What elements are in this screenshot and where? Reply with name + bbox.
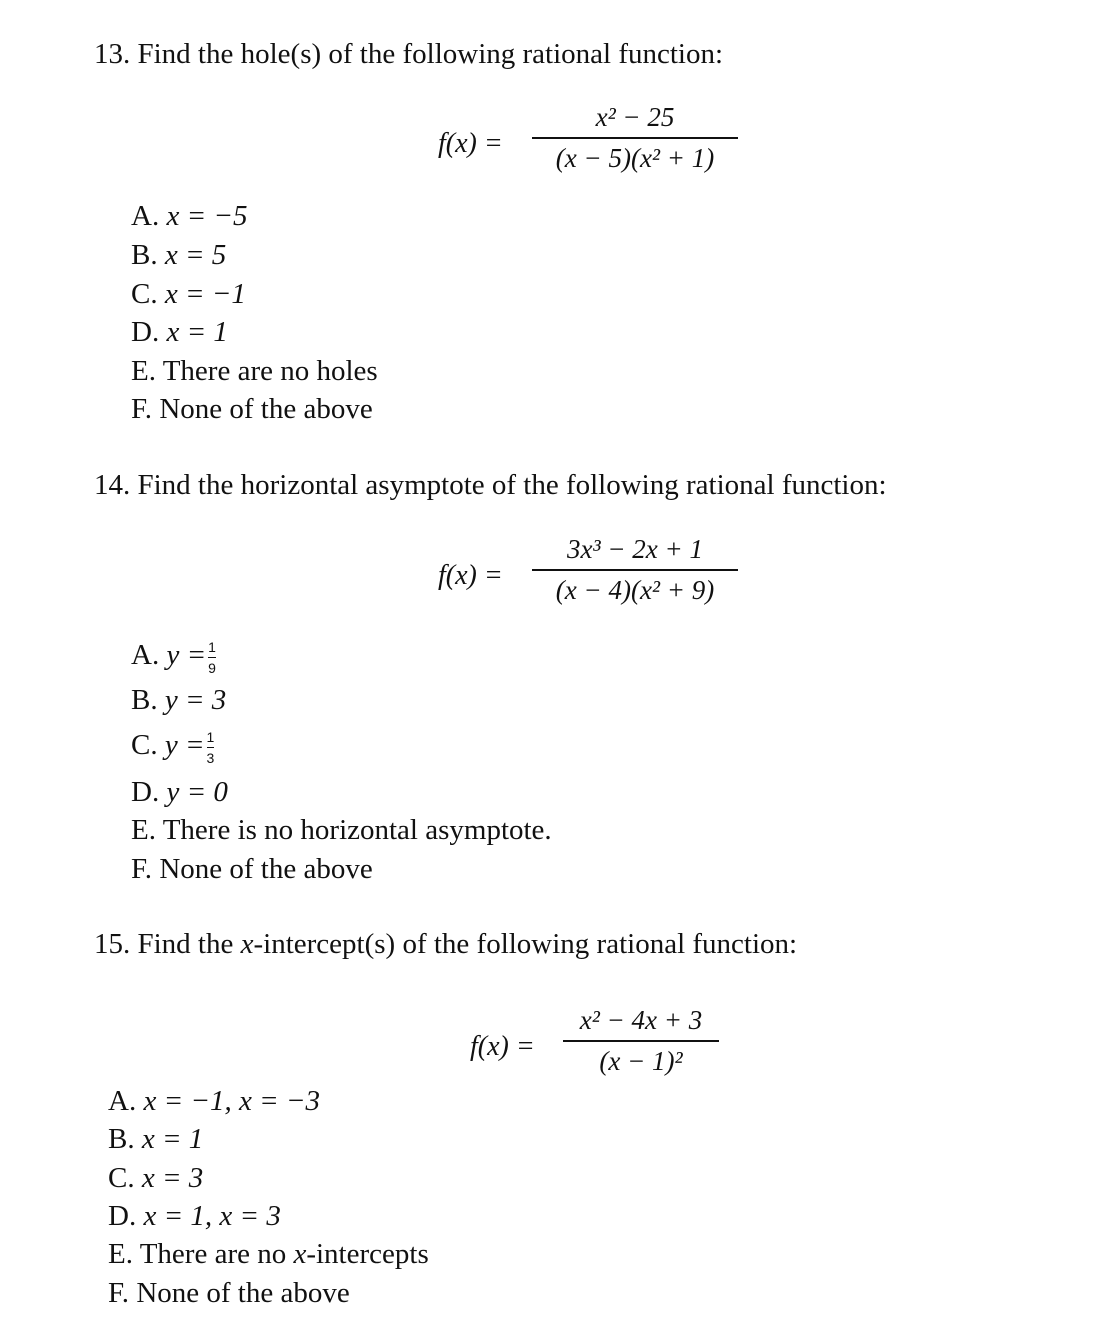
q15-option-a[interactable]: A. x = −1, x = −3 [108, 1085, 320, 1117]
q15-numerator: x² − 4x + 3 [579, 1005, 703, 1035]
q15-option-e[interactable]: E. There are no x-intercepts [108, 1238, 429, 1270]
question-15-title: 15. Find the x-intercept(s) of the following rational function: [94, 928, 798, 960]
q13-denominator: (x − 5)(x² + 1) [555, 143, 715, 173]
q13-function-lhs: f(x) = [438, 128, 503, 159]
q14-numerator: 3x³ − 2x + 1 [566, 534, 703, 564]
q15-option-c[interactable]: C. x = 3 [108, 1162, 204, 1194]
q15-denominator: (x − 1)² [599, 1046, 683, 1076]
question-14-title: 14. Find the horizontal asymptote of the following rational function: [94, 469, 887, 501]
q13-fraction [532, 102, 738, 174]
q15-function-lhs: f(x) = [470, 1031, 535, 1062]
q13-option-c[interactable]: C. x = −1 [131, 278, 246, 310]
q14-option-d[interactable]: D. y = 0 [131, 776, 228, 808]
q14-option-c-fraction: $\frac{1}{3}$ [206, 729, 215, 766]
q14-option-f[interactable]: F. None of the above [131, 853, 373, 885]
q13-option-e[interactable]: E. There are no holes [131, 355, 378, 387]
q13-option-d[interactable]: D. x = 1 [131, 316, 228, 348]
fraction-bar [532, 137, 738, 139]
q13-option-b[interactable]: B. x = 5 [131, 239, 227, 271]
q15-option-f[interactable]: F. None of the above [108, 1277, 350, 1309]
question-13-title: 13. Find the hole(s) of the following rational function: [94, 38, 724, 70]
q14-fraction [532, 534, 738, 606]
q14-option-b[interactable]: B. y = 3 [131, 684, 227, 716]
q13-option-a[interactable]: A. x = −5 [131, 200, 248, 232]
q14-option-e[interactable]: E. There is no horizontal asymptote. [131, 814, 552, 846]
q15-fraction [563, 1005, 719, 1077]
q15-option-b[interactable]: B. x = 1 [108, 1123, 204, 1155]
q13-option-f[interactable]: F. None of the above [131, 393, 373, 425]
q14-option-c[interactable]: C. y = $\frac{1}{3}$ [131, 729, 215, 766]
fraction-bar [532, 569, 738, 571]
q14-option-a-fraction: $\frac{1}{9}$ [208, 639, 216, 676]
q14-option-a[interactable]: A. y = $\frac{1}{9}$ [131, 639, 216, 676]
q14-function-lhs: f(x) = [438, 560, 503, 591]
fraction-bar [563, 1040, 719, 1042]
q14-denominator: (x − 4)(x² + 9) [555, 575, 715, 605]
q13-numerator: x² − 25 [595, 102, 675, 132]
q15-option-d[interactable]: D. x = 1, x = 3 [108, 1200, 281, 1232]
